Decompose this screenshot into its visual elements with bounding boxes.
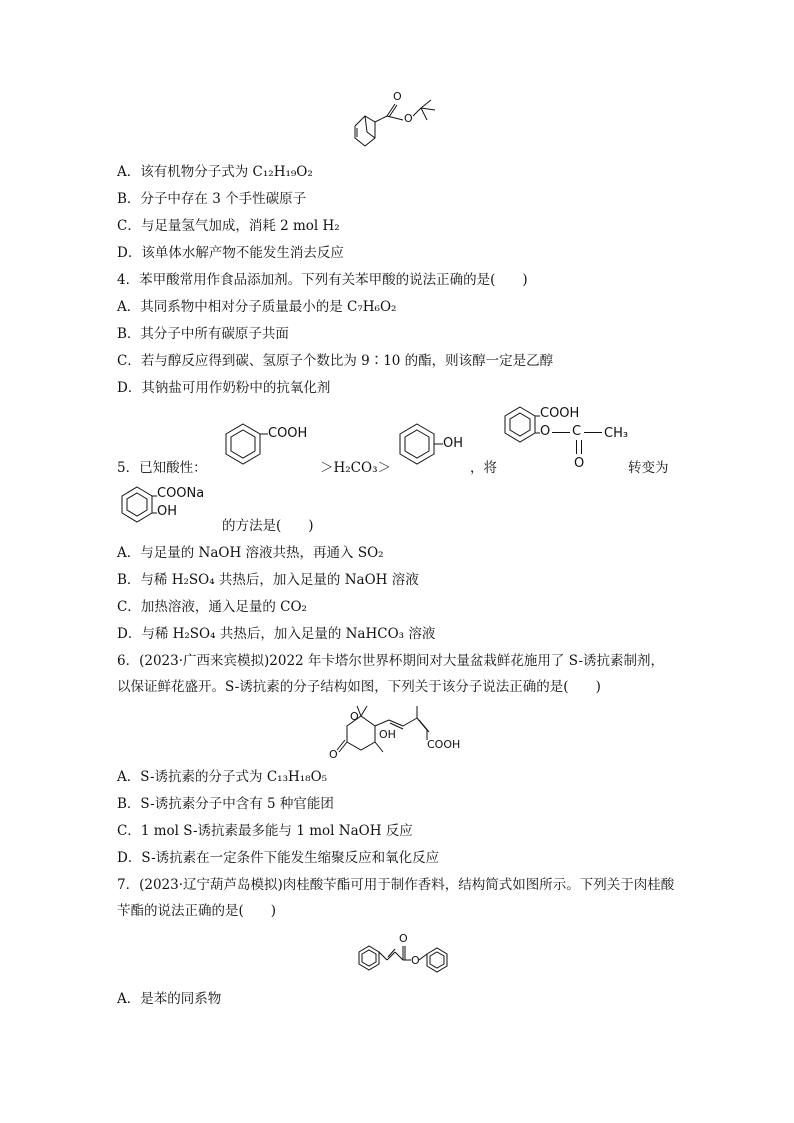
phenol-oh-label: OH (443, 436, 464, 451)
q6-stem: 6．(2023·广西来宾模拟)2022 年卡塔尔世界杯期间对大量盆栽鲜花施用了 S-诱抗素制剂，以保证鲜花盛开。S-诱抗素的分子结构如图，下列关于该分子说法正确的是( ) (117, 653, 665, 695)
q3-option-a: A．该有机物分子式为 C₁₂H₁₉O₂ (117, 164, 313, 180)
q3-option-b: B．分子中存在 3 个手性碳原子 (117, 191, 307, 207)
q5-option-c: C．加热溶液，通入足量的 CO₂ (117, 599, 307, 615)
q4-option-b: B．其分子中所有碳原子共面 (117, 326, 289, 342)
aspirin-bond-2 (584, 432, 602, 433)
q3-option-d: D．该单体水解产物不能发生消去反应 (117, 245, 344, 261)
q4-option-c: C．若与醇反应得到碳、氢原子个数比为 9∶10 的酯，则该醇一定是乙醇 (117, 353, 554, 369)
q3-molecule-structure (345, 92, 455, 154)
q6-cooh-label: COOH (427, 738, 461, 751)
q3-option-c: C．与足量氢气加成，消耗 2 mol H₂ (117, 218, 340, 234)
product-coona-label: COONa (157, 486, 205, 501)
product-oh-label: OH (157, 504, 178, 519)
q7-option-a: A．是苯的同系物 (117, 991, 222, 1007)
q3-mol-o1: O (393, 90, 402, 103)
q5-gt-h2co3: ＞H₂CO₃＞ (320, 460, 391, 476)
aspirin-o2-label: O (574, 456, 585, 471)
q6-option-b: B．S-诱抗素分子中含有 5 种官能团 (117, 796, 334, 812)
aspirin-cooh-label: COOH (540, 406, 580, 421)
q5-convert: 转变为 (628, 460, 669, 476)
q6-option-d: D．S-诱抗素在一定条件下能发生缩聚反应和氧化反应 (117, 850, 440, 866)
q4-option-d: D．其钠盐可用作奶粉中的抗氧化剂 (117, 380, 331, 396)
q6-oh-label: OH (379, 728, 396, 741)
product-structure (117, 484, 205, 524)
q7-stem: 7．(2023·辽宁葫芦岛模拟)肉桂酸苄酯可用于制作香料，结构简式如图所示。下列关于肉桂酸苄酯的说法正确的是( ) (117, 877, 675, 919)
aspirin-double-bond (576, 440, 582, 454)
q6-o-ring-label: O (350, 710, 359, 723)
phenol-structure (395, 420, 464, 468)
q6-o-keto-label: O (329, 748, 338, 761)
aspirin-c-label: C (572, 424, 582, 439)
q5-method: 的方法是( ) (222, 518, 314, 534)
q4-stem: 4．苯甲酸常用作食品添加剂。下列有关苯甲酸的说法正确的是( ) (117, 272, 528, 288)
q5-prefix: 5．已知酸性： (117, 460, 207, 476)
q5-option-a: A．与足量的 NaOH 溶液共热，再通入 SO₂ (117, 545, 384, 561)
q3-mol-o2: O (404, 112, 413, 125)
benzoic-acid-structure (218, 420, 308, 468)
q6-option-a: A．S-诱抗素的分子式为 C₁₃H₁₈O₅ (117, 769, 328, 785)
q5-option-b: B．与稀 H₂SO₄ 共热后，加入足量的 NaOH 溶液 (117, 572, 419, 588)
aspirin-o-label: O (540, 424, 551, 439)
q4-option-a: A．其同系物中相对分子质量最小的是 C₇H₆O₂ (117, 299, 397, 315)
s-abscisic-acid-structure (327, 702, 467, 764)
q5-comma-jiang: ，将 (470, 460, 497, 476)
benzyl-cinnamate-structure (345, 932, 455, 982)
q6-option-c: C．1 mol S-诱抗素最多能与 1 mol NaOH 反应 (117, 823, 413, 839)
benzoic-cooh-label: COOH (268, 426, 308, 441)
aspirin-ch3-label: CH₃ (604, 426, 629, 441)
q5-option-d: D．与稀 H₂SO₄ 共热后，加入足量的 NaHCO₃ 溶液 (117, 626, 436, 642)
q7-o2-label: O (411, 954, 420, 967)
aspirin-bond-1 (552, 432, 570, 433)
q7-o1-label: O (399, 932, 408, 945)
aspirin-structure (500, 404, 629, 471)
